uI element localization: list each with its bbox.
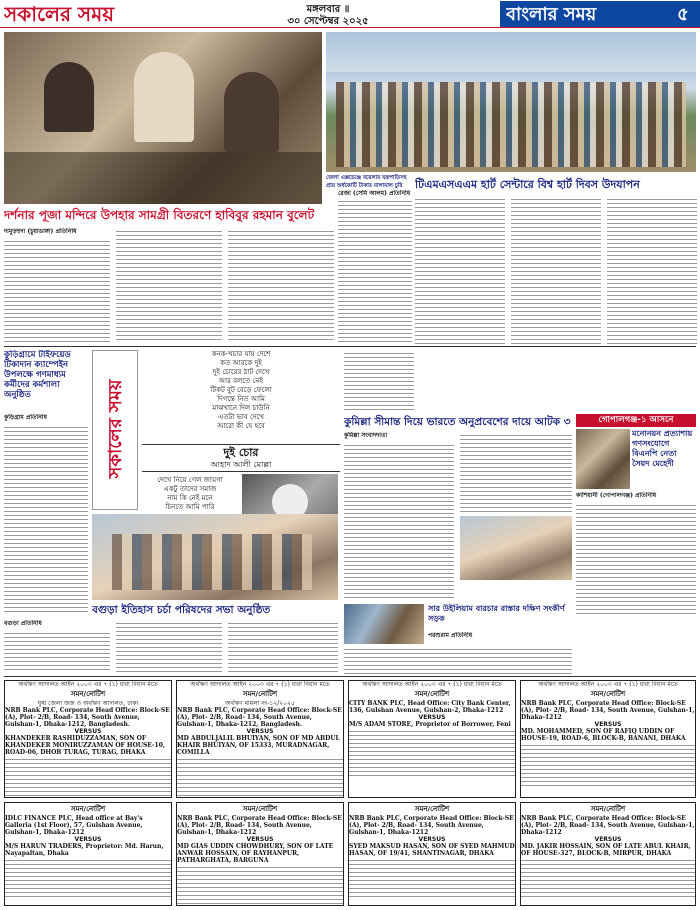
notice-bank: IDLC FINANCE PLC, Head office at Bay's Galleria (1st Floor), 57, Gulshan Avenue, Gulshan-1, Dhaka-1212 — [5, 815, 143, 836]
notice-law-line: অর্থঋণ আদালত আইন ২০০৩ এর ৭ (১) ধারা বিধান মতে — [362, 681, 502, 688]
notice-versus: VERSUS — [418, 714, 446, 721]
comilla-headline: কুমিল্লা সীমান্ত দিয়ে ভারতে অনুপ্রবেশের দায়ে আটক ৩ — [344, 416, 571, 428]
notice-title: সমন/নোটিশ — [70, 690, 106, 698]
text-column — [460, 432, 572, 512]
notice-title: সমন/নোটিশ — [242, 805, 278, 813]
poem-line: টিকট বুট বেড়ে ফেলো — [210, 386, 272, 394]
notice-box — [520, 680, 696, 798]
notice-box — [4, 802, 172, 906]
photo-figure — [44, 62, 94, 132]
poem-line: দেখে নিয়ে গেল জায়গা — [157, 476, 223, 484]
feni-story — [344, 604, 572, 674]
poem-line: নাম কি নেই মনে — [167, 494, 213, 502]
gopalganj-byline: কাশিয়ানী (গোপালগঞ্জ) প্রতিনিধি — [576, 492, 657, 499]
poem-line: দুই চোরের ঠাট দেখে — [212, 368, 270, 376]
poem-line: কনক-খচার যায় দেশে — [211, 350, 271, 358]
photo-figure — [224, 72, 279, 152]
text-column — [228, 228, 334, 342]
sakaler-logo-box — [92, 350, 138, 510]
photo-figure — [134, 52, 194, 142]
bogura-headline: বগুড়া ইতিহাস চর্চা পরিষদের সভা অনুষ্ঠিত — [92, 604, 271, 616]
notice-box — [4, 680, 172, 798]
tmss-headline: টিএমএসএএম হার্ট সেন্টারে বিশ্ব হার্ট দিবস উদযাপন — [415, 178, 640, 191]
notice-text — [177, 756, 343, 796]
notice-bank: NRB Bank PLC, Corporate Head Office: Block-SE (A), Plot- 2/B, Road- 134, South Avenue, Gulshan-1, Dhaka-1212, Bangladesh. — [177, 707, 342, 728]
text-column — [116, 228, 222, 342]
text-column — [344, 646, 572, 674]
text-column — [228, 620, 338, 672]
page-number: ৫ — [677, 4, 689, 25]
notice-law-line: অর্থঋণ আদালত আইন ২০০৩ এর ৭ (১) ধারা বিধান মতে — [190, 681, 330, 688]
notice-title: সমন/নোটিশ — [414, 805, 450, 813]
notice-court: যুগ্ম জেলা জজ ও অর্থঋণ আদালত, ঢাকা — [37, 700, 139, 707]
poem-line: একটু তাদের সমাজ — [163, 485, 217, 493]
poem-title-band — [142, 444, 340, 472]
notice-law-line: অর্থঋণ আদালত আইন ২০০৩ এর ৭ (১) ধারা বিধান মতে — [18, 681, 158, 688]
notice-defendant: KHANDEKER RASHIDUZZAMAN, SON OF KHANDEKER MONIRUZZAMAN OF HOUSE-10, ROAD-06, DHOB TURAG, TURAG, DHAKA — [5, 735, 165, 756]
poem-title: দুই চোর — [223, 446, 259, 459]
text-column — [344, 350, 414, 410]
text-column — [415, 196, 505, 346]
notice-defendant: MD GIAS UDDIN CHOWDHURY, SON OF LATE ANWAR HOSSAIN, OF RAYHANPUR, PATHARGHATA, BARGUNA — [177, 843, 334, 864]
top-right-byline: রেজা (সেমি আলম) প্রতিনিধি — [338, 190, 411, 197]
masthead-day: মঙ্গলবার ॥ — [306, 4, 350, 14]
notice-bank: CITY BANK PLC, Head Office: City Bank Center, 136, Gulshan Avenue, Gulshan-2, Dhaka-1212 — [349, 700, 511, 714]
notice-bank: NRB Bank PLC, Corporate Head Office: Block-SE (A), Plot- 2/B, Road- 134, South Avenue, Gulshan-1, Dhaka-1212 — [349, 815, 514, 836]
notice-bank: NRB Bank PLC, Corporate Head Office: Block-SE (A), Plot- 2/B, Road- 134, South Avenue, Gulshan-1, Dhaka-1212 — [521, 700, 695, 721]
gopalganj-photo — [576, 429, 630, 489]
masthead-left-title: সকালের সময় — [4, 2, 115, 26]
bogura-story — [4, 620, 338, 672]
poem-line: মাঝখানে দিল চাউনি — [212, 404, 270, 412]
notice-title: সমন/নোটিশ — [590, 805, 626, 813]
puja-photo — [4, 32, 322, 204]
puja-byline: দামুড়হুদা (চুয়াডাঙ্গা) প্রতিনিধি — [4, 228, 77, 235]
notice-box — [176, 680, 344, 798]
kurigram-story — [4, 350, 88, 615]
notice-text — [5, 756, 171, 796]
bogura-byline: বগুড়া প্রতিনিধি — [4, 620, 42, 627]
notice-box — [520, 802, 696, 906]
notice-text — [349, 857, 515, 897]
notice-box — [348, 680, 516, 798]
poem-line: দিগন্তে নিত আমি — [217, 395, 265, 403]
celebration-photo — [326, 32, 696, 172]
poem-lines-top — [142, 350, 340, 442]
sakaler-logo: সকালের সময় — [105, 379, 126, 479]
section-rule — [4, 676, 696, 677]
comilla-story — [344, 432, 572, 600]
top-right-headline-visible: জেলা এক্সচেঞ্জে বয়েলার যন্ত্রপাতিসহ প্রায় অর্ধকোটি টাকার মালামাল চুরি — [326, 175, 407, 189]
text-column — [116, 620, 222, 672]
notice-text — [177, 864, 343, 904]
sir-william-caption: সার উইলিয়াম বারচার রাস্তার দক্ষিণ সংকীর্ণ সড়ক — [428, 604, 565, 623]
notice-bank: NRB Bank PLC, Corporate Head Office: Block-SE (A), Plot- 2/B, Road- 134, South Avenue, Gulshan-1, Dhaka-1212, Bangladesh. — [5, 707, 170, 728]
bogura-photo — [92, 514, 338, 600]
photo-crowd — [336, 82, 686, 167]
notice-defendant: MD. JAKIR HOSSAIN, SON OF LATE ABUL KHAIR, OF HOUSE-327, BLOCK-B, MIRPUR, DHAKA — [521, 843, 691, 857]
text-column — [338, 198, 412, 344]
poem-line: আর বলতে নেই — [218, 377, 264, 385]
text-column — [607, 196, 697, 346]
comilla-photo — [460, 516, 572, 580]
notice-defendant: SYED MAKSUD HASAN, SON OF SYED MAHMUD HASAN, OF 19/41, SHANTINAGAR, DHAKA — [349, 843, 515, 857]
masthead-right-banner — [500, 1, 700, 28]
poem-line: এতটা ভাব দেখে — [218, 413, 264, 421]
poem-line: আরো কী যে হবে — [217, 422, 265, 430]
gopalganj-story — [576, 414, 696, 614]
notice-title: সমন/নোটিশ — [242, 690, 278, 698]
notice-defendant: MD ABDULJALIL BHUIYAN, SON OF MD ABDUL KHAIR BHUIYAN, OF 15333, MURADNAGAR, COMILLA — [177, 735, 340, 756]
poem-author: আহাদ আলী মোল্লা — [210, 460, 272, 469]
notice-defendant: MD. MOHAMMED, SON OF RAFIQ UDDIN OF HOUSE-19, ROAD-6, BLOCK-B, BANANI, DHAKA — [521, 728, 686, 742]
mid-story — [344, 350, 414, 410]
text-column — [344, 442, 454, 600]
masthead-rule — [0, 27, 700, 28]
notice-versus: VERSUS — [246, 836, 274, 843]
top-right-story — [338, 198, 412, 344]
kurigram-byline: কুড়িগ্রাম প্রতিনিধি — [4, 414, 47, 421]
feni-photo — [344, 604, 424, 644]
notice-text — [5, 857, 171, 897]
notice-text — [521, 742, 695, 786]
kurigram-headline: কুড়িগ্রামে টাইফয়েড টিকাদান ক্যাম্পেইন উপলক্ষে গণমাধ্যম কর্মীদের কর্মশালা অনুষ্ঠিত — [4, 350, 71, 400]
masthead-right-title: বাংলার সময় — [506, 4, 597, 25]
notice-title: সমন/নোটিশ — [414, 690, 450, 698]
comilla-byline: কুমিল্লা সংবাদদাতা — [344, 432, 388, 439]
text-column — [4, 630, 110, 672]
notice-title: সমন/নোটিশ — [70, 805, 106, 813]
notice-versus: VERSUS — [246, 728, 274, 735]
notice-versus: VERSUS — [74, 728, 102, 735]
section-rule — [4, 346, 696, 347]
text-column — [4, 238, 110, 342]
feni-byline: পরশুরাম প্রতিনিধি — [428, 632, 473, 639]
notice-case-no: অর্থঋণ মামলা নং-১২/২০২৫ — [225, 700, 295, 707]
puja-body — [4, 228, 334, 344]
tmss-body — [415, 196, 697, 346]
puja-headline: দর্শনার পূজা মন্দিরে উপহার সামগ্রী বিতরণে হাবিবুর রহমান বুলেট — [4, 208, 315, 222]
notice-versus: VERSUS — [594, 836, 622, 843]
photo-sky — [326, 32, 696, 72]
notice-bank: NRB Bank PLC, Corporate Head Office: Block-SE (A), Plot- 2/B, Road- 134, South Avenue, Gulshan-1, Dhaka-1212 — [521, 815, 695, 836]
notice-box — [176, 802, 344, 906]
photo-people — [112, 534, 312, 590]
notice-law-line: অর্থঋণ আদালত আইন ২০০৩ এর ৭ (১) ধারা বিধান মতে — [538, 681, 678, 688]
poem-line: চিনতে আমি পারি — [165, 503, 215, 511]
gopalganj-tag: গোপালগঞ্জ-১ আসনে — [576, 414, 696, 427]
notice-defendant: M/S ADAM STORE, Proprietor of Borrower, Feni — [349, 721, 511, 728]
notice-box — [348, 802, 516, 906]
gopalganj-headline: মনোনয়ন প্রত্যাশায় গণসংযোগে বিএনপি নেতা সৈয়দ মেহেদী — [632, 429, 693, 468]
notice-versus: VERSUS — [418, 836, 446, 843]
text-column — [511, 196, 601, 346]
photo-foreground — [4, 152, 322, 204]
poem-line: কত আরকে দুই — [220, 359, 262, 367]
notice-versus: VERSUS — [74, 836, 102, 843]
text-column — [576, 502, 696, 614]
notice-text — [349, 728, 515, 778]
notice-text — [521, 857, 695, 897]
notice-versus: VERSUS — [594, 721, 622, 728]
text-column — [4, 424, 88, 614]
notice-bank: NRB Bank PLC, Corporate Head Office: Block-SE (A), Plot- 2/B, Road- 134, South Avenue, Gulshan-1, Dhaka-1212 — [177, 815, 342, 836]
masthead — [0, 0, 700, 28]
notice-defendant: M/S HARUN TRADERS, Proprietor: Md. Harun, Nayapaltan, Dhaka — [5, 843, 164, 857]
notice-title: সমন/নোটিশ — [590, 690, 626, 698]
masthead-date: ৩০ সেপ্টেম্বর ২০২৫ — [287, 16, 369, 26]
